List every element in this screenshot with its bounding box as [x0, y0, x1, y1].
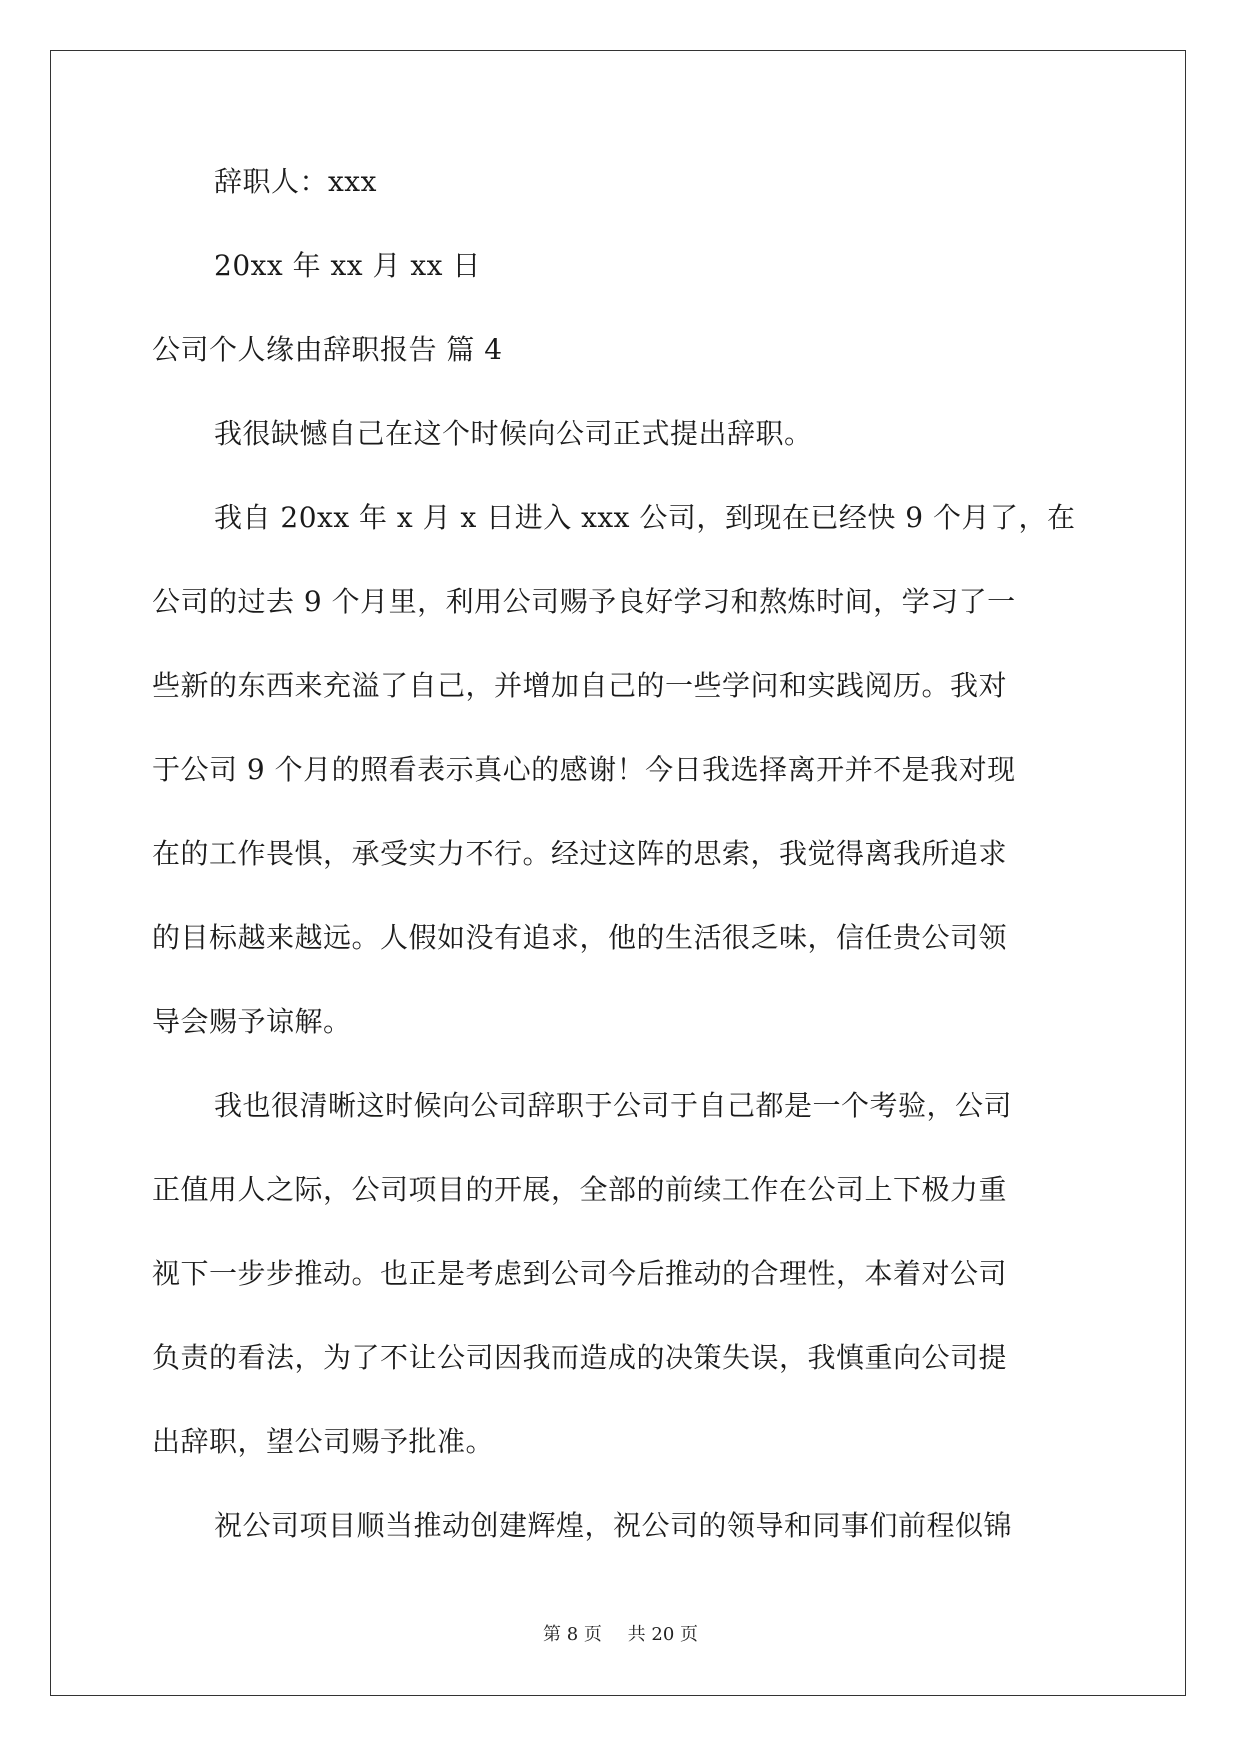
- paragraph-line: 的目标越来越远。人假如没有追求，他的生活很乏味，信任贵公司领: [152, 921, 1008, 954]
- paragraph-1: [152, 417, 1092, 451]
- paragraph-4: [152, 1509, 1092, 1543]
- paragraph-line: 在的工作畏惧，承受实力不行。经过这阵的思索，我觉得离我所追求: [152, 837, 1008, 870]
- paragraph-line: 出辞职，望公司赐予批准。: [152, 1425, 495, 1458]
- document-body: [152, 165, 1092, 1543]
- signature-date: 20xx 年 xx 月 xx 日: [214, 249, 481, 282]
- resigner-signature: 辞职人：xxx: [214, 165, 377, 198]
- paragraph-line: 正值用人之际，公司项目的开展，全部的前续工作在公司上下极力重: [152, 1173, 1008, 1206]
- page-footer: [0, 1620, 1241, 1646]
- paragraph-2: [152, 501, 1092, 1039]
- paragraph-line: 祝公司项目顺当推动创建辉煌，祝公司的领导和同事们前程似锦: [214, 1509, 1013, 1542]
- paragraph-line: 些新的东西来充溢了自己，并增加自己的一些学问和实践阅历。我对: [152, 669, 1008, 702]
- current-page-number: 第 8 页: [543, 1624, 602, 1645]
- paragraph-line: 我很缺憾自己在这个时候向公司正式提出辞职。: [214, 417, 813, 450]
- total-page-count: 共 20 页: [627, 1624, 698, 1645]
- paragraph-line: 视下一步步推动。也正是考虑到公司今后推动的合理性，本着对公司: [152, 1257, 1008, 1290]
- paragraph-line: 于公司 9 个月的照看表示真心的感谢！今日我选择离开并不是我对现: [152, 753, 1016, 786]
- section-title: 公司个人缘由辞职报告 篇 4: [152, 333, 503, 366]
- paragraph-3: [152, 1089, 1092, 1459]
- paragraph-line: 我也很清晰这时候向公司辞职于公司于自己都是一个考验，公司: [214, 1089, 1013, 1122]
- paragraph-line: 导会赐予谅解。: [152, 1005, 352, 1038]
- paragraph-line: 负责的看法，为了不让公司因我而造成的决策失误，我慎重向公司提: [152, 1341, 1008, 1374]
- paragraph-line: 公司的过去 9 个月里，利用公司赐予良好学习和熬炼时间，学习了一: [152, 585, 1016, 618]
- paragraph-line: 我自 20xx 年 x 月 x 日进入 xxx 公司，到现在已经快 9 个月了，在: [214, 501, 1076, 534]
